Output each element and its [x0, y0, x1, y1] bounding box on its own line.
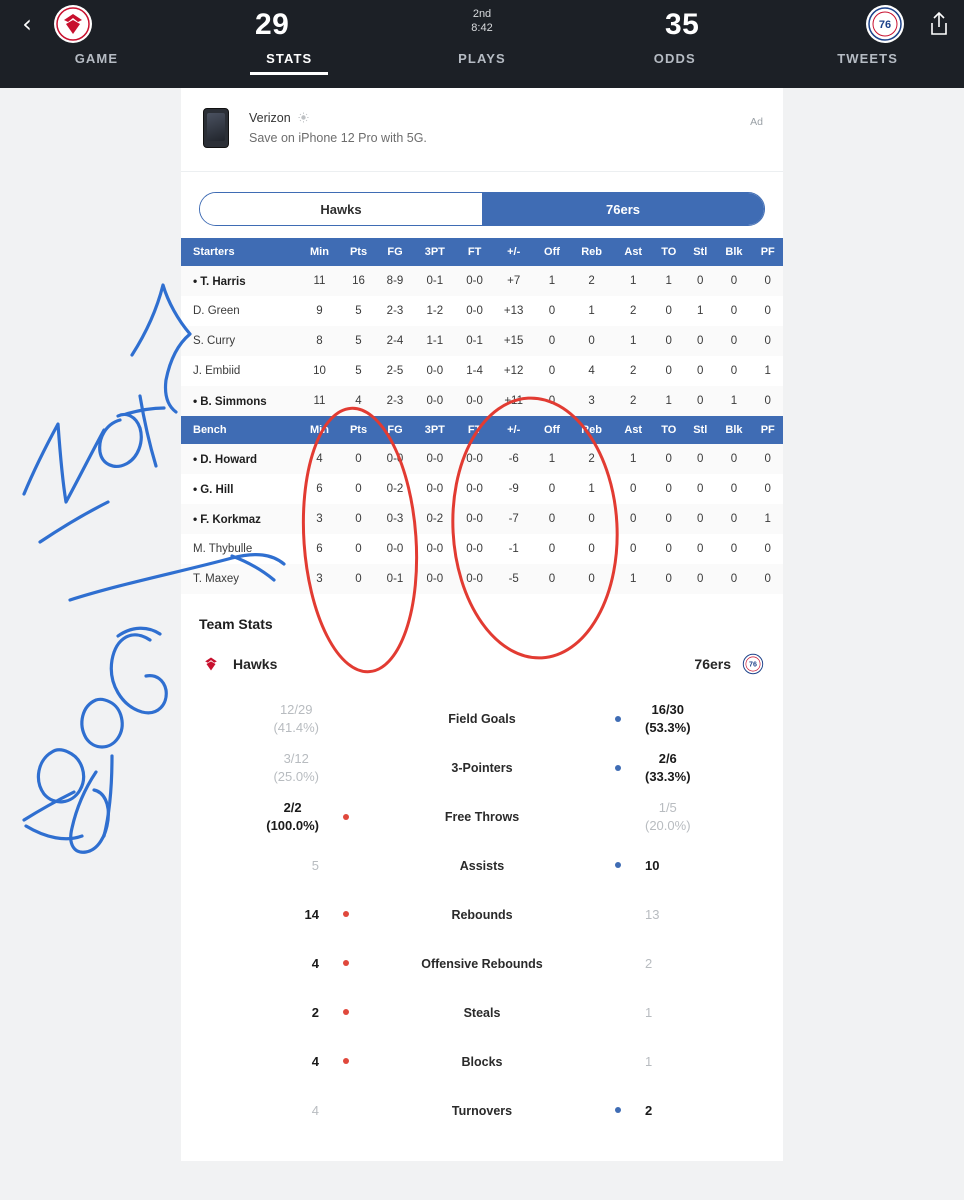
time-remaining: 8:42 [471, 21, 493, 34]
team-toggle-hawks[interactable]: Hawks [200, 193, 482, 225]
tab-tweets[interactable]: TWEETS [837, 51, 898, 66]
content-column [181, 88, 783, 1161]
stat-cell: +12 [503, 365, 524, 377]
col-ft-2: FT [457, 416, 493, 444]
sixers-logo-icon [868, 7, 902, 41]
player-name-cell: J. Embiid [193, 365, 241, 377]
stat-cell: 0 [764, 543, 771, 555]
stat-cell: +15 [503, 335, 524, 347]
col-pts-2: Pts [340, 416, 377, 444]
team-stat-away [199, 1102, 349, 1120]
stat-cell: 0 [548, 543, 556, 555]
stat-cell: 0 [764, 335, 771, 347]
stat-cell: 10 [313, 365, 326, 377]
team-stat-away [199, 750, 349, 785]
team-stat-home [615, 1102, 765, 1120]
player-name-cell: T. Maxey [193, 573, 240, 585]
stat-cell: 0 [665, 365, 672, 377]
stat-cell: 0 [588, 513, 595, 525]
stat-cell: 1-2 [426, 305, 444, 317]
team-stat-home [615, 1004, 765, 1022]
stat-cell: 6 [316, 543, 323, 555]
stat-cell: 0 [355, 483, 362, 495]
away-score: 29 [255, 8, 290, 41]
team-stat-label: Rebounds [451, 907, 513, 922]
stat-cell: 0 [548, 335, 556, 347]
col-pf: PF [752, 238, 783, 266]
period-label: 2nd [472, 8, 492, 20]
col-to-2: TO [652, 416, 685, 444]
team-stat-away-value: 4 [311, 1102, 319, 1118]
team-stat-label: Free Throws [444, 809, 520, 824]
stat-cell: 0 [764, 453, 771, 465]
team-stat-home-value: 1 [645, 1004, 653, 1020]
header-scorebar [0, 0, 964, 48]
team-stat-row [199, 890, 765, 939]
team-stat-away [199, 857, 349, 875]
col-ast-2: Ast [614, 416, 652, 444]
team-stats-teams [199, 652, 765, 676]
stat-cell: 0-0 [426, 483, 444, 495]
stat-cell: 0 [764, 483, 771, 495]
page-body [0, 88, 964, 1200]
team-stats-home [694, 652, 765, 676]
team-stat-home-value: 1/5 (20.0%) [645, 799, 691, 833]
stat-cell: 0-3 [386, 513, 404, 525]
table-row[interactable] [181, 356, 783, 386]
stat-cell: -7 [508, 513, 519, 525]
team-stat-label: Steals [463, 1005, 501, 1020]
ad-badge: Ad [750, 116, 763, 128]
stat-cell: 0 [355, 453, 362, 465]
svg-text:76: 76 [749, 660, 757, 669]
stat-cell: 0 [730, 453, 738, 465]
stat-cell: 0-2 [426, 513, 444, 525]
team-stat-away [199, 1004, 349, 1022]
tab-game[interactable]: GAME [74, 51, 119, 66]
stat-cell: 1 [764, 513, 771, 525]
tab-stats[interactable]: STATS [193, 48, 386, 66]
team-stat-home [615, 799, 765, 834]
player-name-cell: • T. Harris [193, 274, 246, 288]
stat-cell: 0 [548, 573, 556, 585]
stat-cell: 2 [588, 453, 595, 465]
share-icon[interactable] [928, 11, 950, 37]
col-pts: Pts [340, 238, 377, 266]
stat-cell: 0-0 [426, 573, 444, 585]
stat-cell: 4 [588, 365, 595, 377]
bench-body [181, 444, 783, 594]
stat-cell: -9 [508, 483, 519, 495]
team-stat-away-value: 2/2 (100.0%) [266, 799, 319, 833]
stat-cell: 0 [730, 305, 738, 317]
stat-cell: 0 [548, 483, 556, 495]
stat-cell: 0 [630, 543, 637, 555]
col-fg-2: FG [377, 416, 413, 444]
stat-cell: 0 [697, 513, 704, 525]
stat-cell: 2-5 [386, 365, 404, 377]
team-stat-home-value: 2/6 (33.3%) [645, 750, 691, 784]
team-stat-away-value: 12/29 (41.4%) [273, 701, 319, 735]
col-off-2: Off [535, 416, 569, 444]
team-toggle-76ers[interactable]: 76ers [482, 193, 764, 225]
stat-cell: -5 [508, 573, 519, 585]
stat-cell: 1 [588, 483, 595, 495]
col-blk: Blk [715, 238, 752, 266]
table-row[interactable] [181, 326, 783, 356]
stat-cell: 0-0 [386, 543, 404, 555]
advertisement-banner[interactable] [181, 88, 783, 172]
stat-cell: 0 [355, 513, 362, 525]
col-ft: FT [457, 238, 493, 266]
team-stat-row [199, 841, 765, 890]
stat-cell: 5 [355, 335, 362, 347]
stat-cell: 0 [665, 513, 672, 525]
team-stat-home [615, 857, 765, 875]
team-stat-home [615, 955, 765, 973]
stat-cell: 0 [697, 275, 704, 287]
stat-cell: 0 [697, 365, 704, 377]
team-stat-away [199, 1053, 349, 1071]
ad-thumbnail-icon [203, 108, 229, 148]
col-starters: Starters [181, 238, 299, 266]
ad-copy: Save on iPhone 12 Pro with 5G. [249, 130, 427, 145]
stat-cell: 5 [355, 365, 362, 377]
stat-cell: 0 [665, 305, 672, 317]
stat-cell: 0 [697, 335, 704, 347]
stat-cell: 16 [352, 275, 365, 287]
player-status-bullet: • [193, 512, 198, 526]
team-stat-row [199, 939, 765, 988]
stat-cell: 0 [764, 305, 771, 317]
col-reb-2: Reb [569, 416, 614, 444]
stat-cell: 0 [665, 335, 672, 347]
starters-body [181, 266, 783, 416]
col-bench: Bench [181, 416, 299, 444]
team-toggle [199, 192, 765, 226]
col-stl-2: Stl [685, 416, 715, 444]
home-leader-dot [615, 1107, 621, 1113]
col-plusminus-2: +/- [493, 416, 535, 444]
tab-odds[interactable]: ODDS [653, 51, 696, 66]
player-status-bullet: • [193, 394, 198, 408]
stat-cell: 1 [697, 305, 704, 317]
player-name-cell: • F. Korkmaz [193, 512, 261, 526]
stat-cell: 0 [355, 573, 362, 585]
stat-cell: 3 [316, 573, 323, 585]
stat-cell: 0 [697, 453, 704, 465]
stat-cell: 0-1 [466, 335, 483, 347]
stat-cell: 5 [355, 305, 362, 317]
home-team-logo[interactable] [866, 5, 904, 43]
table-row[interactable] [181, 564, 783, 594]
team-stats-rows [199, 694, 765, 1135]
stat-cell: 4 [316, 453, 323, 465]
stat-cell: 0 [730, 335, 738, 347]
team-stat-label: Assists [459, 858, 505, 873]
stat-cell: 1-1 [426, 335, 444, 347]
stat-cell: 0-1 [426, 275, 444, 287]
team-stat-home-value: 16/30 (53.3%) [645, 701, 691, 735]
stat-cell: 1 [730, 395, 738, 407]
team-stat-away-value: 14 [304, 906, 319, 922]
team-stat-home-value: 10 [645, 857, 660, 873]
stat-cell: 0 [630, 483, 637, 495]
stat-cell: 0-0 [466, 543, 483, 555]
col-to: TO [652, 238, 685, 266]
bench-head [181, 416, 783, 444]
svg-text:76: 76 [878, 19, 892, 31]
stat-cell: 0-0 [466, 453, 483, 465]
away-team-logo[interactable] [54, 5, 92, 43]
stat-cell: 1 [630, 573, 637, 585]
table-row[interactable] [181, 296, 783, 326]
stat-cell: 0 [697, 543, 704, 555]
stat-cell: 0-0 [466, 275, 483, 287]
stat-cell: 0 [730, 275, 738, 287]
col-min: Min [299, 238, 340, 266]
stat-cell: 1 [764, 365, 771, 377]
stat-cell: 2 [630, 365, 637, 377]
team-stats-away [199, 652, 277, 676]
team-stat-away [199, 906, 349, 924]
team-stat-away-value: 5 [311, 857, 319, 873]
team-stat-home-value: 2 [645, 955, 653, 971]
stat-cell: 0 [548, 365, 556, 377]
stat-cell: 0 [764, 395, 771, 407]
team-stat-row [199, 988, 765, 1037]
stat-cell: 1 [548, 453, 556, 465]
stat-cell: 11 [313, 275, 326, 287]
stat-cell: 3 [588, 395, 595, 407]
col-min-2: Min [299, 416, 340, 444]
table-row[interactable] [181, 386, 783, 416]
table-row[interactable] [181, 474, 783, 504]
stat-cell: 0-2 [386, 483, 404, 495]
home-score: 35 [665, 8, 700, 41]
back-icon[interactable]: ‹ [22, 10, 32, 38]
stat-cell: 0 [355, 543, 362, 555]
team-stats-home-name: 76ers [694, 656, 731, 672]
player-status-bullet: • [193, 482, 198, 496]
stat-cell: 0-0 [466, 483, 483, 495]
stat-cell: 0 [730, 513, 738, 525]
col-fg: FG [377, 238, 413, 266]
header-right-controls [866, 5, 950, 43]
bench-header-row [181, 416, 783, 444]
team-stat-label: 3-Pointers [451, 760, 513, 775]
stat-cell: 8 [316, 335, 323, 347]
stat-cell: 0 [730, 543, 738, 555]
stat-cell: 3 [316, 513, 323, 525]
team-switch-wrap [181, 172, 783, 238]
stat-cell: +7 [507, 275, 521, 287]
stat-cell: 0-0 [466, 513, 483, 525]
stat-cell: 0 [730, 483, 738, 495]
stat-cell: 0-0 [426, 543, 444, 555]
col-plusminus: +/- [493, 238, 535, 266]
sixers-logo-small-icon [741, 652, 765, 676]
hawks-logo-icon [56, 7, 90, 41]
stat-cell: 0 [548, 305, 556, 317]
stat-cell: 2-4 [386, 335, 404, 347]
hawks-logo-small-icon [199, 652, 223, 676]
col-reb: Reb [569, 238, 614, 266]
team-stat-home [615, 701, 765, 736]
player-name-cell: • B. Simmons [193, 394, 267, 408]
game-clock [471, 8, 492, 36]
stat-cell: 0-1 [386, 573, 404, 585]
team-stat-away-value: 4 [311, 955, 319, 971]
section-tabs [0, 48, 964, 88]
boxscore-head [181, 238, 783, 266]
team-stat-home-value: 2 [645, 1102, 653, 1118]
stat-cell: +13 [503, 305, 524, 317]
team-stat-row [199, 743, 765, 792]
stat-cell: 9 [316, 305, 323, 317]
stat-cell: 0 [588, 573, 595, 585]
stat-cell: 0-0 [466, 305, 483, 317]
sun-icon [298, 112, 309, 123]
table-row[interactable] [181, 534, 783, 564]
stat-cell: 0 [730, 573, 738, 585]
stat-cell: 0 [764, 275, 771, 287]
team-stat-home [615, 750, 765, 785]
col-pf-2: PF [752, 416, 783, 444]
ad-advertiser: Verizon [249, 110, 291, 125]
team-stat-away [199, 799, 349, 834]
stat-cell: 0 [665, 573, 672, 585]
stat-cell: 0 [697, 395, 704, 407]
home-leader-dot [615, 716, 621, 722]
stat-cell: 0 [630, 513, 637, 525]
stat-cell: 0 [665, 543, 672, 555]
starters-header-row [181, 238, 783, 266]
stat-cell: 0-0 [466, 573, 483, 585]
stat-cell: 0 [697, 573, 704, 585]
team-stat-away [199, 701, 349, 736]
team-stats-away-name: Hawks [233, 656, 278, 672]
stat-cell: 0 [665, 453, 672, 465]
stat-cell: 0 [697, 483, 704, 495]
stat-cell: 0 [588, 335, 595, 347]
team-stat-label: Field Goals [448, 711, 516, 726]
player-name-cell: S. Curry [193, 335, 236, 347]
stat-cell: 0 [548, 513, 556, 525]
stat-cell: 0 [764, 573, 771, 585]
player-name-cell: M. Thybulle [193, 543, 253, 555]
stat-cell: 2 [630, 395, 637, 407]
ad-text-block [249, 111, 427, 145]
stat-cell: 0 [730, 365, 738, 377]
player-status-bullet: • [193, 274, 198, 288]
table-row[interactable] [181, 266, 783, 296]
col-ast: Ast [614, 238, 652, 266]
team-stat-row [199, 694, 765, 743]
stat-cell: 1 [665, 395, 672, 407]
team-stat-home [615, 906, 765, 924]
stat-cell: 1 [548, 275, 556, 287]
tab-plays[interactable]: PLAYS [458, 51, 506, 66]
col-3pt: 3PT [413, 238, 457, 266]
stat-cell: 11 [313, 395, 326, 407]
team-stat-label: Offensive Rebounds [421, 956, 543, 971]
player-name-cell: D. Green [193, 305, 240, 317]
team-stat-away-value: 3/12 (25.0%) [273, 750, 319, 784]
team-stat-away-value: 4 [311, 1053, 319, 1069]
stat-cell: 0 [588, 543, 595, 555]
col-stl: Stl [685, 238, 715, 266]
game-header [0, 0, 964, 88]
team-stat-row [199, 792, 765, 841]
team-stat-row [199, 1086, 765, 1135]
stat-cell: 0-0 [426, 453, 444, 465]
stat-cell: 0-0 [386, 453, 404, 465]
col-blk-2: Blk [715, 416, 752, 444]
team-stat-home-value: 1 [645, 1053, 653, 1069]
team-stat-away [199, 955, 349, 973]
stat-cell: 8-9 [386, 275, 404, 287]
team-stat-home [615, 1053, 765, 1071]
table-row[interactable] [181, 444, 783, 474]
stat-cell: 1 [630, 275, 637, 287]
stat-cell: 2-3 [386, 395, 404, 407]
stat-cell: 1 [665, 275, 672, 287]
stat-cell: 2 [630, 305, 637, 317]
player-name-cell: • G. Hill [193, 482, 234, 496]
player-name-cell: • D. Howard [193, 452, 258, 466]
home-leader-dot [615, 765, 621, 771]
stat-cell: 2-3 [386, 305, 404, 317]
stat-cell: 0 [548, 395, 556, 407]
stat-cell: 0-0 [426, 395, 444, 407]
team-stat-label: Blocks [461, 1054, 503, 1069]
ad-advertiser-row [249, 111, 427, 125]
stat-cell: 6 [316, 483, 323, 495]
stat-cell: -6 [508, 453, 519, 465]
stat-cell: 1-4 [466, 365, 483, 377]
team-stats-title: Team Stats [199, 616, 273, 632]
stat-cell: +11 [504, 395, 523, 407]
table-row[interactable] [181, 504, 783, 534]
stat-cell: 4 [355, 395, 362, 407]
stat-cell: 0-0 [466, 395, 483, 407]
stat-cell: -1 [508, 543, 519, 555]
stat-cell: 1 [630, 453, 637, 465]
team-stat-label: Turnovers [451, 1103, 513, 1118]
team-stat-away-value: 2 [311, 1004, 319, 1020]
stat-cell: 1 [630, 335, 637, 347]
team-stat-row [199, 1037, 765, 1086]
boxscore-table [181, 238, 783, 594]
stat-cell: 2 [588, 275, 595, 287]
team-stats-section [181, 594, 783, 1161]
team-stat-home-value: 13 [645, 906, 660, 922]
home-leader-dot [615, 862, 621, 868]
stat-cell: 0 [665, 483, 672, 495]
col-3pt-2: 3PT [413, 416, 457, 444]
col-off: Off [535, 238, 569, 266]
stat-cell: 0-0 [426, 365, 444, 377]
stat-cell: 1 [588, 305, 595, 317]
player-status-bullet: • [193, 452, 198, 466]
